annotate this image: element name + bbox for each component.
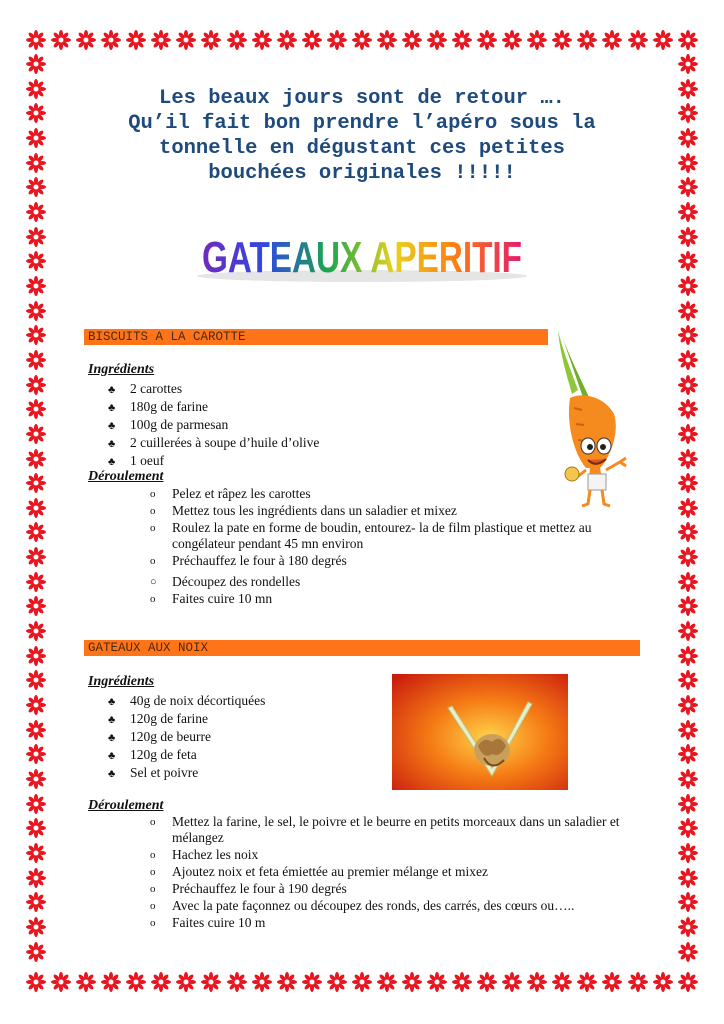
flower-icon <box>26 276 46 296</box>
intro-line: tonnelle en dégustant ces petites <box>159 137 565 160</box>
flower-icon <box>126 30 146 50</box>
circle-bullet-icon: ○ <box>150 576 157 588</box>
list-item <box>108 692 265 710</box>
step-text: Préchauffez le four à 190 degrés <box>172 881 347 896</box>
flower-icon <box>427 30 447 50</box>
flower-icon <box>377 972 397 992</box>
list-item <box>108 764 265 782</box>
flower-icon <box>577 972 597 992</box>
flower-icon <box>101 972 121 992</box>
main-title-text: GATEAUX APERITIF <box>202 233 522 282</box>
flower-icon <box>252 972 272 992</box>
flower-icon <box>527 972 547 992</box>
flower-icon <box>678 596 698 616</box>
list-item <box>108 398 319 416</box>
flower-icon <box>26 227 46 247</box>
flower-icon <box>76 30 96 50</box>
flower-icon <box>678 424 698 444</box>
flower-icon <box>678 153 698 173</box>
club-icon: ♣ <box>108 438 116 450</box>
flower-icon <box>227 972 247 992</box>
walnut-photo <box>392 674 568 790</box>
flower-icon <box>678 972 698 992</box>
flower-icon <box>678 128 698 148</box>
flower-icon <box>678 498 698 518</box>
flower-icon <box>678 350 698 370</box>
flower-icon <box>26 720 46 740</box>
club-icon: ♣ <box>108 384 116 396</box>
flower-icon <box>26 769 46 789</box>
flower-icon <box>151 30 171 50</box>
list-item <box>150 520 630 552</box>
flower-icon <box>678 202 698 222</box>
flower-icon <box>602 30 622 50</box>
flower-icon <box>26 621 46 641</box>
flower-icon <box>26 972 46 992</box>
left-border <box>26 54 46 962</box>
circle-bullet-icon: o <box>150 505 156 517</box>
club-icon: ♣ <box>108 420 116 432</box>
main-title <box>192 228 532 288</box>
list-item <box>150 881 624 897</box>
flower-icon <box>26 646 46 666</box>
ingredient-text: 120g de farine <box>130 711 208 726</box>
flower-icon <box>628 30 648 50</box>
list-item <box>108 434 319 452</box>
step-text: Préchauffez le four à 180 degrés <box>172 553 347 568</box>
flower-icon <box>126 972 146 992</box>
step-text: Ajoutez noix et feta émiettée au premier mélange et mixez <box>172 864 488 879</box>
flower-icon <box>402 30 422 50</box>
step-text: Hachez les noix <box>172 847 259 862</box>
flower-icon <box>26 670 46 690</box>
flower-icon <box>678 79 698 99</box>
list-item <box>108 746 265 764</box>
list-item <box>108 710 265 728</box>
flower-icon <box>26 375 46 395</box>
flower-icon <box>26 79 46 99</box>
intro-text <box>100 86 624 186</box>
list-item <box>150 814 624 846</box>
ingredients-list-carrot <box>108 380 319 470</box>
circle-bullet-icon: o <box>150 900 156 912</box>
circle-bullet-icon: o <box>150 522 156 534</box>
step-text: Mettez tous les ingrédients dans un saladier et mixez <box>172 503 457 518</box>
right-border <box>678 54 698 962</box>
ingredients-list-nuts <box>108 692 265 782</box>
flower-icon <box>678 276 698 296</box>
ingredient-text: 40g de noix décortiquées <box>130 693 266 708</box>
flower-icon <box>26 744 46 764</box>
flower-icon <box>678 177 698 197</box>
flower-icon <box>678 892 698 912</box>
flower-icon <box>502 972 522 992</box>
flower-icon <box>26 942 46 962</box>
club-icon: ♣ <box>108 732 116 744</box>
flower-icon <box>678 449 698 469</box>
steps-heading: Déroulement <box>88 469 164 484</box>
flower-icon <box>302 972 322 992</box>
flower-icon <box>502 30 522 50</box>
flower-icon <box>227 30 247 50</box>
flower-icon <box>26 251 46 271</box>
list-item <box>150 574 630 590</box>
flower-icon <box>653 30 673 50</box>
section-title: BISCUITS A LA CAROTTE <box>88 330 246 344</box>
list-item <box>108 728 265 746</box>
flower-icon <box>678 769 698 789</box>
flower-icon <box>26 695 46 715</box>
flower-icon <box>602 972 622 992</box>
flower-icon <box>452 30 472 50</box>
circle-bullet-icon: o <box>150 488 156 500</box>
list-item <box>150 864 624 880</box>
flower-icon <box>26 522 46 542</box>
bottom-border <box>26 972 698 992</box>
flower-icon <box>352 972 372 992</box>
flower-icon <box>26 103 46 123</box>
flower-icon <box>452 972 472 992</box>
flower-icon <box>678 473 698 493</box>
flower-icon <box>678 942 698 962</box>
flower-icon <box>653 972 673 992</box>
list-item <box>150 898 624 914</box>
list-item <box>150 553 630 569</box>
flower-icon <box>678 621 698 641</box>
flower-icon <box>577 30 597 50</box>
step-text: Découpez des rondelles <box>172 574 301 589</box>
list-item <box>150 591 630 607</box>
intro-line: Qu’il fait bon prendre l’apéro sous la <box>128 112 596 135</box>
flower-icon <box>678 917 698 937</box>
flower-icon <box>678 843 698 863</box>
carrot-character-image <box>548 328 632 508</box>
flower-icon <box>26 547 46 567</box>
ingredient-text: 120g de beurre <box>130 729 211 744</box>
flower-icon <box>678 399 698 419</box>
flower-icon <box>26 892 46 912</box>
circle-bullet-icon: o <box>150 816 156 828</box>
section-title: GATEAUX AUX NOIX <box>88 641 209 655</box>
flower-icon <box>427 972 447 992</box>
flower-icon <box>678 301 698 321</box>
flower-icon <box>477 972 497 992</box>
flower-icon <box>26 54 46 74</box>
club-icon: ♣ <box>108 714 116 726</box>
flower-icon <box>26 177 46 197</box>
flower-icon <box>678 572 698 592</box>
flower-icon <box>678 227 698 247</box>
flower-icon <box>477 30 497 50</box>
club-icon: ♣ <box>108 456 116 468</box>
club-icon: ♣ <box>108 402 116 414</box>
flower-icon <box>402 972 422 992</box>
flower-icon <box>26 399 46 419</box>
club-icon: ♣ <box>108 696 116 708</box>
flower-icon <box>678 30 698 50</box>
flower-icon <box>678 818 698 838</box>
flower-icon <box>628 972 648 992</box>
step-text: Faites cuire 10 m <box>172 915 266 930</box>
flower-icon <box>26 572 46 592</box>
steps-heading: Déroulement <box>88 798 164 813</box>
flower-icon <box>552 30 572 50</box>
club-icon: ♣ <box>108 768 116 780</box>
circle-bullet-icon: o <box>150 593 156 605</box>
flower-icon <box>678 794 698 814</box>
flower-icon <box>26 917 46 937</box>
list-item <box>108 380 319 398</box>
section-bar-nuts <box>84 640 640 656</box>
flower-icon <box>51 30 71 50</box>
flower-icon <box>678 103 698 123</box>
circle-bullet-icon: o <box>150 555 156 567</box>
intro-line: bouchées originales !!!!! <box>208 162 516 185</box>
flower-icon <box>26 596 46 616</box>
step-text: Pelez et râpez les carottes <box>172 486 311 501</box>
intro-line: Les beaux jours sont de retour …. <box>159 87 565 110</box>
flower-icon <box>678 695 698 715</box>
flower-icon <box>26 473 46 493</box>
flower-icon <box>101 30 121 50</box>
flower-icon <box>678 720 698 740</box>
list-item <box>150 915 624 931</box>
flower-icon <box>26 498 46 518</box>
ingredients-heading: Ingrédients <box>88 362 155 377</box>
step-text: Avec la pate façonnez ou découpez des ronds, des carrés, des cœurs ou….. <box>172 898 575 913</box>
flower-icon <box>176 30 196 50</box>
step-text: Faites cuire 10 mn <box>172 591 273 606</box>
flower-icon <box>527 30 547 50</box>
flower-icon <box>352 30 372 50</box>
flower-icon <box>252 30 272 50</box>
flower-icon <box>26 128 46 148</box>
flower-icon <box>26 818 46 838</box>
ingredient-text: 1 oeuf <box>130 453 165 468</box>
ingredient-text: 2 carottes <box>130 381 183 396</box>
flower-icon <box>678 375 698 395</box>
circle-bullet-icon: o <box>150 866 156 878</box>
ingredient-text: 2 cuillerées à soupe d’huile d’olive <box>130 435 320 450</box>
ingredient-text: 100g de parmesan <box>130 417 229 432</box>
circle-bullet-icon: o <box>150 917 156 929</box>
flower-icon <box>26 325 46 345</box>
flower-icon <box>26 868 46 888</box>
club-icon: ♣ <box>108 750 116 762</box>
flower-icon <box>678 251 698 271</box>
flower-icon <box>201 30 221 50</box>
flower-icon <box>26 794 46 814</box>
flower-icon <box>678 646 698 666</box>
flower-icon <box>51 972 71 992</box>
flower-icon <box>201 972 221 992</box>
flower-icon <box>26 153 46 173</box>
flower-icon <box>678 522 698 542</box>
flower-icon <box>26 301 46 321</box>
steps-list-nuts <box>150 814 624 932</box>
flower-icon <box>327 30 347 50</box>
flower-icon <box>377 30 397 50</box>
flower-icon <box>176 972 196 992</box>
flower-icon <box>76 972 96 992</box>
ingredient-text: 180g de farine <box>130 399 208 414</box>
flower-icon <box>302 30 322 50</box>
flower-icon <box>678 325 698 345</box>
top-border <box>26 30 698 50</box>
ingredient-text: Sel et poivre <box>130 765 199 780</box>
list-item <box>108 416 319 434</box>
flower-icon <box>26 30 46 50</box>
list-item <box>150 847 624 863</box>
flower-icon <box>277 972 297 992</box>
flower-icon <box>552 972 572 992</box>
flower-icon <box>26 424 46 444</box>
list-item <box>108 452 319 470</box>
step-text: Roulez la pate en forme de boudin, entourez- la de film plastique et mettez au congélateur pendant 45 mn environ <box>172 520 592 551</box>
flower-icon <box>26 350 46 370</box>
flower-icon <box>678 670 698 690</box>
flower-icon <box>678 54 698 74</box>
flower-icon <box>26 449 46 469</box>
flower-icon <box>277 30 297 50</box>
flower-icon <box>678 868 698 888</box>
flower-icon <box>678 547 698 567</box>
circle-bullet-icon: o <box>150 883 156 895</box>
circle-bullet-icon: o <box>150 849 156 861</box>
flower-icon <box>26 843 46 863</box>
ingredients-heading: Ingrédients <box>88 674 155 689</box>
flower-icon <box>151 972 171 992</box>
step-text: Mettez la farine, le sel, le poivre et le beurre en petits morceaux dans un saladier et mélangez <box>172 814 620 845</box>
flower-icon <box>678 744 698 764</box>
flower-icon <box>26 202 46 222</box>
section-bar-carrot <box>84 329 548 345</box>
ingredient-text: 120g de feta <box>130 747 197 762</box>
flower-icon <box>327 972 347 992</box>
